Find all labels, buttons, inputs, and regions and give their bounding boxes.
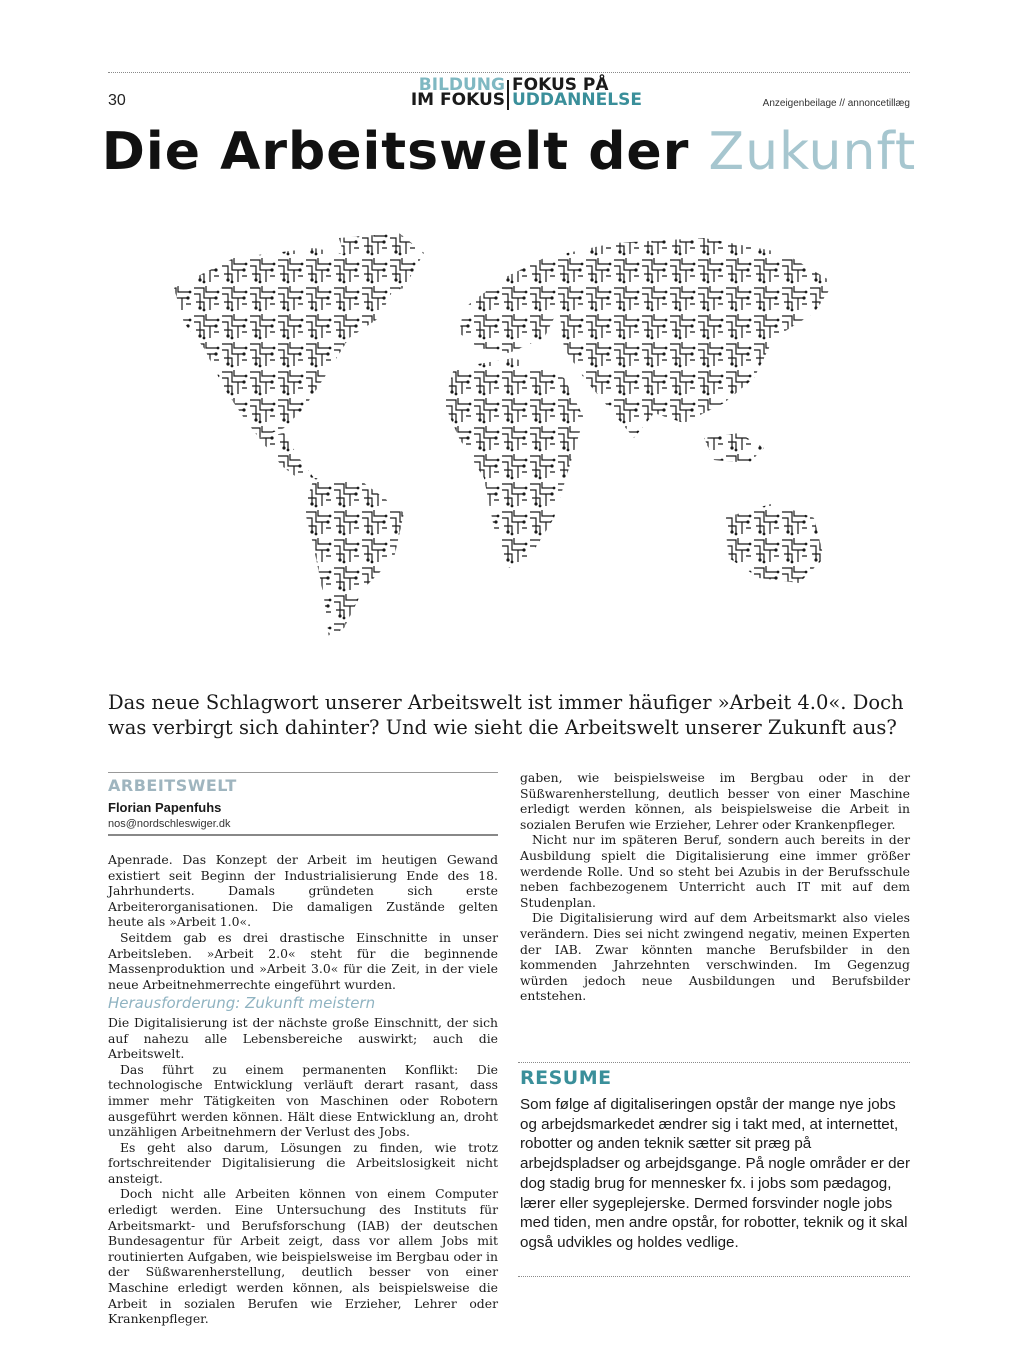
article-column-right bbox=[520, 770, 910, 1004]
article-paragraph: Doch nicht alle Arbeiten können von einem Computer erledigt werden. Eine Untersuchung des Instituts für Arbeitsmarkt- und Berufsforschung (IAB) der deutschen Bundesagentur für Arbeit zeigt, dass vor allem Jobs mit routinierten Aufgaben, wie beispielsweise im Bergbau oder in der Süßwarenherstellung, deutlich besser von einer Maschine erledigt werden können, als beispielsweise die Arbeit in sozialen Berufen wie Erzieher, Lehrer oder Krankenpfleger. bbox=[108, 1186, 498, 1327]
logo-dk-line2: UDDANNELSE bbox=[512, 90, 642, 110]
resume-bottom-rule bbox=[518, 1276, 910, 1277]
article-paragraph-continued: gaben, wie beispielsweise im Bergbau oder in der Süßwarenherstellung, deutlich besser von einer Maschine erledigt werden können, als beispielsweise die Arbeit in sozialen Berufen wie Erzieher, Lehrer oder Krankenpfleger. bbox=[520, 770, 910, 832]
article-paragraph: Seitdem gab es drei drastische Einschnitte in unser Arbeitsleben. »Arbeit 2.0« steht für die beginnende Massenproduktion und »Arbeit 3.0« für die Zeit, in der viele neue Arbeitnehmerrechte eingeführt wurden. bbox=[108, 929, 498, 992]
article-paragraph: Apenrade. Das Konzept der Arbeit im heutigen Gewand existiert seit Beginn der Industrialisierung Ende des 18. Jahrhunderts. Damals gründeten sich erste Arbeiterorganisationen. Die damaligen Zustände gelten heute als »Arbeit 1.0«. bbox=[108, 852, 498, 930]
section-label: ARBEITSWELT bbox=[108, 776, 237, 795]
page-title bbox=[0, 122, 1018, 182]
logo-de-line2: IM FOKUS bbox=[410, 90, 505, 110]
title-accent: Zukunft bbox=[708, 122, 917, 182]
resume-top-rule bbox=[518, 1062, 910, 1063]
article-paragraph: Es geht also darum, Lösungen zu finden, wie trotz fortschreitender Digitalisierung die Arbeitslosigkeit nicht ansteigt. bbox=[108, 1139, 498, 1186]
article-column-left bbox=[108, 852, 498, 1327]
article-paragraph: Die Digitalisierung ist der nächste große Einschnitt, der sich auf nahezu alle Lebensbereiche auswirkt; auch die Arbeitswelt. bbox=[108, 1014, 498, 1062]
top-dotted-rule bbox=[108, 72, 910, 73]
author-email[interactable]: nos@nordschleswiger.dk bbox=[108, 818, 231, 830]
lead-paragraph: Das neue Schlagwort unserer Arbeitswelt ist immer häufiger »Arbeit 4.0«. Doch was verbirgt sich dahinter? Und wie sieht die Arbeitswelt unserer Zukunft aus? bbox=[108, 691, 904, 739]
byline-bottom-rule bbox=[108, 834, 498, 836]
article-subhead: Herausforderung: Zukunft meistern bbox=[108, 994, 376, 1013]
resume-text: Som følge af digitaliseringen opstår der mange nye jobs og arbejdsmarkedet ændrer sig i takt med, at internettet, robotter og anden teknik sætter sit præg på arbejdspladser og arbejdsgange. På nogle områder er der dog stadig brug for mennesker fx. i jobs som pædagog, lærer eller sygeplejerske. Dermed forsvinder nogle jobs med tiden, men andre opstår, for robotter, teknik og it skal også udvikles og holdes vedlige. bbox=[520, 1096, 911, 1251]
article-paragraph: Die Digitalisierung wird auf dem Arbeitsmarkt also vieles verändern. Dies sei nicht zwingend negativ, meinen Experten der IAB. Zwar könnten manche Berufsbilder in den kommenden Jahrzehnten verschwinden. Im Gegenzug würden jedoch neue Ausbildungen und Berufsbilder entstehen. bbox=[520, 910, 910, 1004]
resume-title: RESUME bbox=[520, 1067, 612, 1089]
logo-danish bbox=[512, 75, 642, 110]
supplement-label: Anzeigenbeilage // annoncetillæg bbox=[762, 98, 910, 109]
logo-german bbox=[400, 75, 505, 110]
logo-divider bbox=[507, 80, 509, 110]
logo-dk-line1: FOKUS PÅ bbox=[512, 75, 609, 95]
page-number: 30 bbox=[108, 92, 126, 109]
article-paragraph: Das führt zu einem permanenten Konflikt: Die technologische Entwicklung verläuft derart rasant, dass immer mehr Tätigkeiten von Maschinen oder Robotern ausgeführt werden können. Hält diese Entwicklung an, droht unzähligen Arbeitnehmern der Verlust des Jobs. bbox=[108, 1061, 498, 1140]
author-name: Florian Papenfuhs bbox=[108, 800, 222, 815]
world-map-circuit-icon bbox=[164, 228, 844, 648]
article-paragraph: Nicht nur im späteren Beruf, sondern auch bereits in der Ausbildung spielt die Digitalisierung eine immer größer werdende Rolle. Und so steht bei Azubis in der Berufsschule neben fachbezogenem Unterricht auch IT mit auf dem Studenplan. bbox=[520, 832, 910, 910]
byline-top-rule bbox=[108, 772, 498, 773]
title-main: Die Arbeitswelt der bbox=[101, 122, 690, 182]
logo-de-line1: BILDUNG bbox=[418, 75, 505, 95]
